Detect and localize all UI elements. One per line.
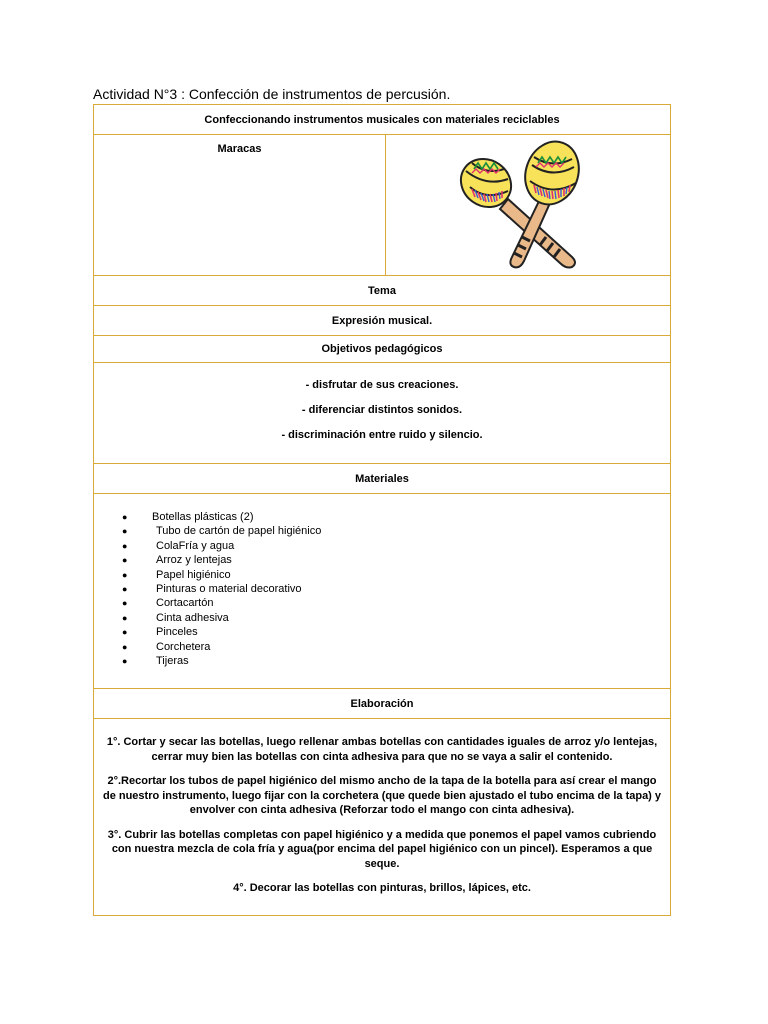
- instrument-label: Maracas: [94, 135, 386, 276]
- tema-value: Expresión musical.: [94, 306, 671, 336]
- material-text: Tubo de cartón de papel higiénico: [156, 525, 322, 538]
- list-item: [94, 568, 670, 582]
- objective-item: - diferenciar distintos sonidos.: [301, 404, 463, 416]
- objectives-list: [94, 363, 671, 464]
- material-text: Pinceles: [156, 626, 198, 639]
- objective-item: - disfrutar de sus creaciones.: [305, 379, 459, 391]
- maracas-icon: [456, 139, 586, 269]
- list-item: [94, 596, 670, 610]
- bullet-icon: ●: [122, 526, 128, 537]
- bullet-icon: ●: [122, 569, 128, 580]
- elaboration-steps: [94, 719, 671, 916]
- elaboration-label: Elaboración: [94, 689, 671, 719]
- list-item: [94, 625, 670, 639]
- material-text: Botellas plásticas (2): [152, 511, 254, 523]
- page-title: Actividad N°3 : Confección de instrumentos de percusión.: [93, 86, 451, 102]
- bullet-icon: ●: [122, 612, 128, 623]
- bullet-icon: ●: [122, 656, 128, 667]
- table-heading: Confeccionando instrumentos musicales con materiales reciclables: [94, 105, 671, 135]
- material-text: Cortacartón: [156, 597, 214, 610]
- step-item: 3°. Cubrir las botellas completas con papel higiénico y a medida que ponemos el papel vamos cubriendo con nuestra mezcla de cola fría y agua(por encima del papel higiénico con un pincel). Esperamos a que seque.: [107, 828, 657, 870]
- objective-item: - discriminación entre ruido y silencio.: [281, 429, 483, 441]
- step-item: 2°.Recortar los tubos de papel higiénico del mismo ancho de la tapa de la botella para así crear el mango de nuestro instrumento, luego fijar con la corchetera (que quede bien ajustado el tubo encima de la tapa) y envolver con cinta adhesiva (Reforzar todo el mango con cinta adhesiva).: [102, 775, 662, 816]
- material-text: Papel higiénico: [156, 568, 231, 581]
- bullet-icon: ●: [122, 512, 128, 522]
- bullet-icon: ●: [122, 555, 128, 566]
- list-item: [94, 553, 670, 567]
- materials-list: [94, 494, 671, 689]
- bullet-icon: ●: [122, 598, 128, 609]
- materials-label: Materiales: [94, 464, 671, 494]
- list-item: [94, 654, 670, 668]
- tema-label: Tema: [94, 276, 671, 306]
- bullet-icon: ●: [122, 627, 128, 638]
- material-text: Corchetera: [156, 640, 211, 653]
- bullet-icon: ●: [122, 584, 128, 595]
- list-item: [94, 524, 670, 538]
- material-text: Tijeras: [156, 655, 189, 668]
- material-text: Arroz y lentejas: [156, 554, 232, 567]
- material-text: ColaFría y agua: [156, 539, 235, 552]
- step-item: 4°. Decorar las botellas con pinturas, brillos, lápices, etc.: [233, 882, 531, 894]
- material-text: Pinturas o material decorativo: [156, 583, 302, 596]
- material-text: Cinta adhesiva: [156, 611, 229, 624]
- step-item: 1°. Cortar y secar las botellas, luego rellenar ambas botellas con cantidades iguales de arroz y/o lentejas, cerrar muy bien las botellas con cinta adhesiva para que no se vaya a salir el contenido.: [106, 736, 658, 763]
- activity-table: [93, 104, 671, 916]
- bullet-icon: ●: [122, 641, 128, 652]
- list-item: [94, 582, 670, 596]
- bullet-icon: ●: [122, 540, 128, 551]
- objectives-label: Objetivos pedagógicos: [94, 336, 671, 363]
- list-item: [94, 510, 670, 524]
- list-item: [94, 539, 670, 553]
- list-item: [94, 611, 670, 625]
- list-item: [94, 640, 670, 654]
- maracas-image-cell: [386, 135, 671, 276]
